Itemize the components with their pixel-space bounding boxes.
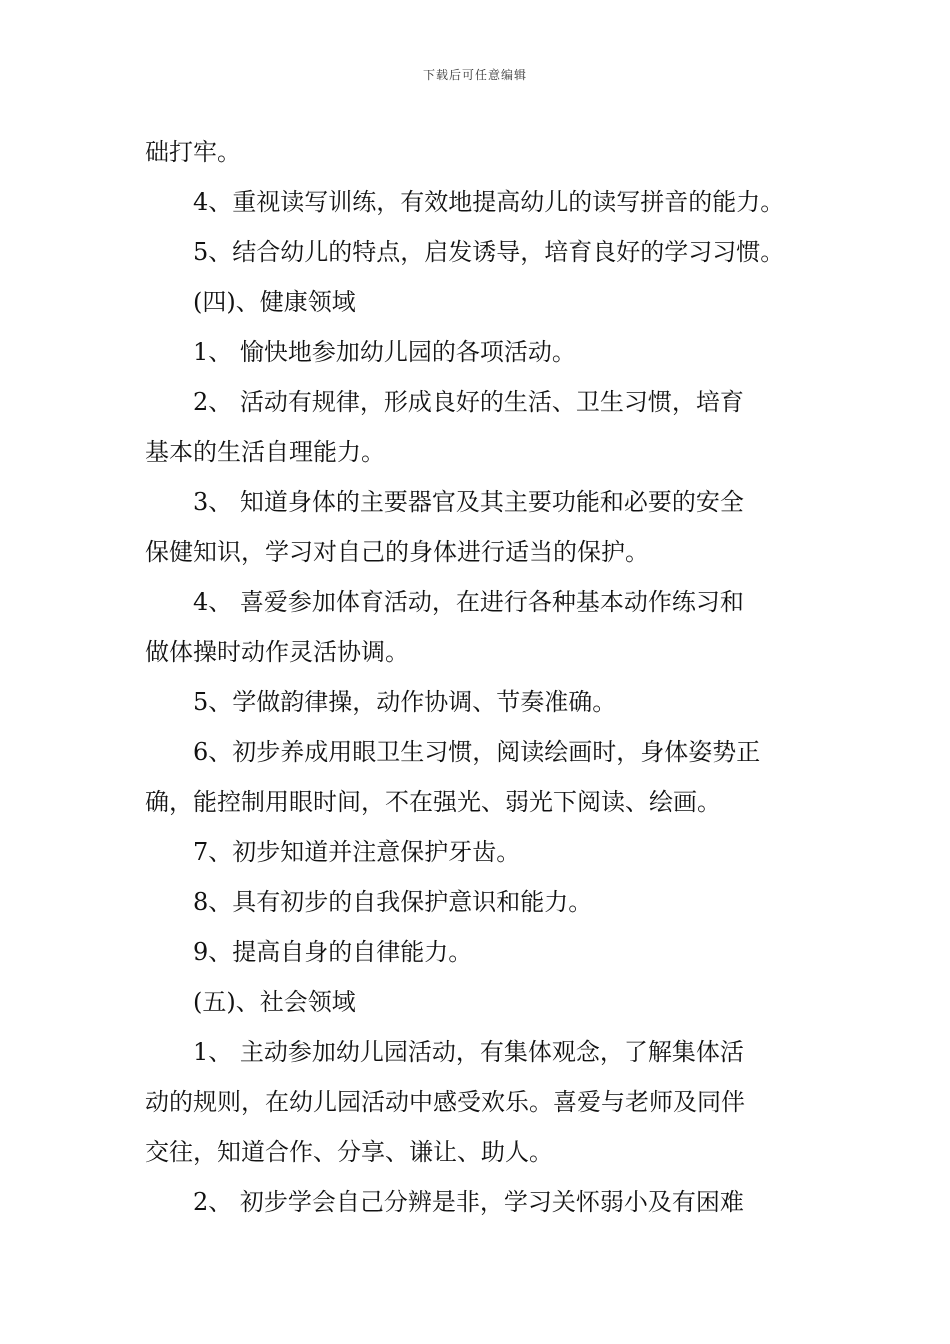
document-body [145, 127, 810, 1227]
text-line: 2、 初步学会自己分辨是非，学习关怀弱小及有困难 [193, 1188, 744, 1216]
text-line: 1、 愉快地参加幼儿园的各项活动。 [193, 338, 576, 366]
text-line: 基本的生活自理能力。 [145, 438, 385, 466]
text-line: 5、结合幼儿的特点，启发诱导，培育良好的学习习惯。 [193, 238, 785, 266]
text-line: 9、提高自身的自律能力。 [193, 938, 473, 966]
text-line: 交往，知道合作、分享、谦让、助人。 [145, 1138, 553, 1166]
text-line: 动的规则，在幼儿园活动中感受欢乐。喜爱与老师及同伴 [145, 1088, 745, 1116]
text-line: 做体操时动作灵活协调。 [145, 638, 409, 666]
text-line: 4、重视读写训练，有效地提高幼儿的读写拼音的能力。 [193, 188, 785, 216]
section-heading: (五)、社会领域 [193, 988, 356, 1016]
text-line: 4、 喜爱参加体育活动，在进行各种基本动作练习和 [193, 588, 744, 616]
text-line: 5、学做韵律操，动作协调、节奏准确。 [193, 688, 617, 716]
text-line: 8、具有初步的自我保护意识和能力。 [193, 888, 593, 916]
text-line: 确，能控制用眼时间，不在强光、弱光下阅读、绘画。 [145, 788, 721, 816]
text-line: 础打牢。 [145, 138, 241, 166]
page-header: 下载后可任意编辑 [422, 68, 527, 82]
text-line: 7、初步知道并注意保护牙齿。 [193, 838, 521, 866]
section-heading: (四)、健康领域 [193, 288, 356, 316]
text-line: 2、 活动有规律，形成良好的生活、卫生习惯，培育 [193, 388, 744, 416]
text-line: 3、 知道身体的主要器官及其主要功能和必要的安全 [193, 488, 744, 516]
text-line: 6、初步养成用眼卫生习惯，阅读绘画时，身体姿势正 [193, 738, 761, 766]
text-line: 1、 主动参加幼儿园活动，有集体观念，了解集体活 [193, 1038, 744, 1066]
text-line: 保健知识，学习对自己的身体进行适当的保护。 [145, 538, 649, 566]
